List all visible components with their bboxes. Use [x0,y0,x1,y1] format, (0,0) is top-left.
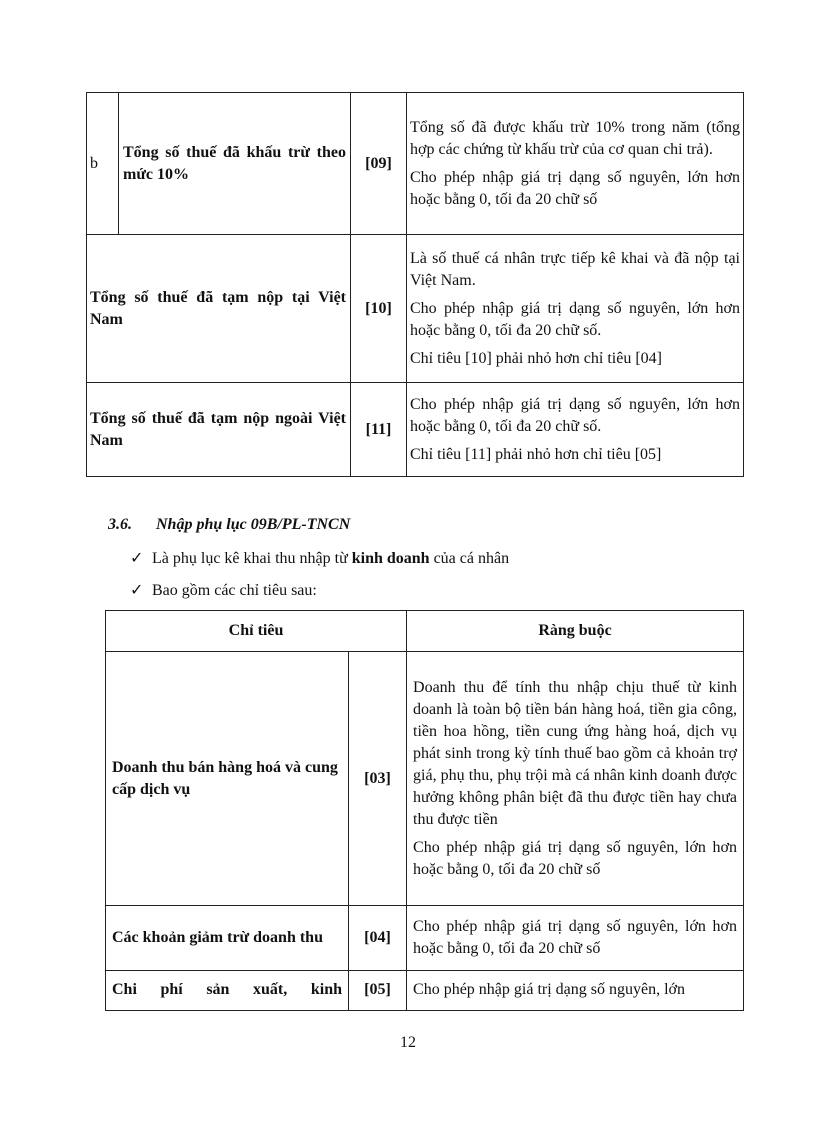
constraint-text: Doanh thu để tính thu nhập chịu thuế từ kinh doanh là toàn bộ tiền bán hàng hoá, tiền gia công, tiền hoa hồng, tiền cung ứng hàng hoá, dịch vụ phát sinh trong kỳ tính thuế bao gồm cả khoản trợ giá, phụ thu, phụ trội mà cá nhân kinh doanh được hưởng không phân biệt đã thu được tiền hay chưa thu được tiền [413,678,738,828]
constraint-cell [407,652,744,906]
checkmark-icon: ✓ [130,582,144,599]
bullet-item [130,580,317,600]
table-row [87,93,744,235]
indicator-label: Tổng số thuế đã tạm nộp tại Việt Nam [87,235,351,383]
table-row [106,906,744,971]
section-heading [108,516,350,534]
indicator-label: Tổng số thuế đã khấu trừ theo mức 10% [119,93,351,235]
table-row [87,383,744,477]
checkmark-icon: ✓ [130,550,144,567]
indicator-code: [03] [349,652,407,906]
constraint-cell [407,906,744,971]
indicator-label: Chi phí sản xuất, kinh [106,971,349,1011]
bullet-text: Bao gồm các chỉ tiêu sau: [152,582,317,599]
header-indicator: Chỉ tiêu [106,611,407,652]
bullet-text: Là phụ lục kê khai thu nhập từ [152,550,352,567]
table-header-row [106,611,744,652]
constraint-cell [407,383,744,477]
constraint-text: Cho phép nhập giá trị dạng số nguyên, lớn hơn hoặc bằng 0, tối đa 20 chữ số. [410,395,740,435]
constraint-text: Cho phép nhập giá trị dạng số nguyên, lớn hơn hoặc bằng 0, tối đa 20 chữ số [413,838,738,878]
constraint-text: Tổng số đã được khấu trừ 10% trong năm (tổng hợp các chứng từ khấu trừ của cơ quan chi trả). [410,118,740,158]
page-number: 12 [400,1034,416,1051]
table-row [106,652,744,906]
table-row [87,235,744,383]
constraint-cell [407,235,744,383]
indicator-label: Tổng số thuế đã tạm nộp ngoài Việt Nam [87,383,351,477]
tax-withholding-table [86,92,744,477]
indicator-code: [04] [349,906,407,971]
indicator-code: [11] [351,383,407,477]
bullet-text: của cá nhân [429,550,510,567]
header-constraint: Ràng buộc [407,611,744,652]
table-row [106,971,744,1011]
indicator-code: [05] [349,971,407,1011]
section-number: 3.6. [108,516,132,533]
bullet-item [130,548,509,568]
constraint-text: Chỉ tiêu [11] phải nhỏ hơn chỉ tiêu [05] [410,445,662,463]
constraint-text: Cho phép nhập giá trị dạng số nguyên, lớn hơn hoặc bằng 0, tối đa 20 chữ số. [410,299,740,339]
constraint-cell [407,971,744,1011]
constraint-text: Chỉ tiêu [10] phải nhỏ hơn chỉ tiêu [04] [410,349,662,367]
indicator-code: [09] [351,93,407,235]
section-title: Nhập phụ lục 09B/PL-TNCN [156,516,351,533]
indicator-label: Doanh thu bán hàng hoá và cung cấp dịch vụ [106,652,349,906]
constraint-text: Cho phép nhập giá trị dạng số nguyên, lớn [413,981,685,998]
appendix-09b-table [105,610,744,1011]
indicator-code: [10] [351,235,407,383]
constraint-text: Cho phép nhập giá trị dạng số nguyên, lớn hơn hoặc bằng 0, tối đa 20 chữ số [410,168,740,208]
row-prefix: b [87,93,119,235]
constraint-text: Cho phép nhập giá trị dạng số nguyên, lớn hơn hoặc bằng 0, tối đa 20 chữ số [413,918,738,957]
constraint-text: Là số thuế cá nhân trực tiếp kê khai và đã nộp tại Việt Nam. [410,249,740,289]
indicator-label: Các khoản giảm trừ doanh thu [106,906,349,971]
bullet-bold-text: kinh doanh [351,550,430,567]
constraint-cell [407,93,744,235]
